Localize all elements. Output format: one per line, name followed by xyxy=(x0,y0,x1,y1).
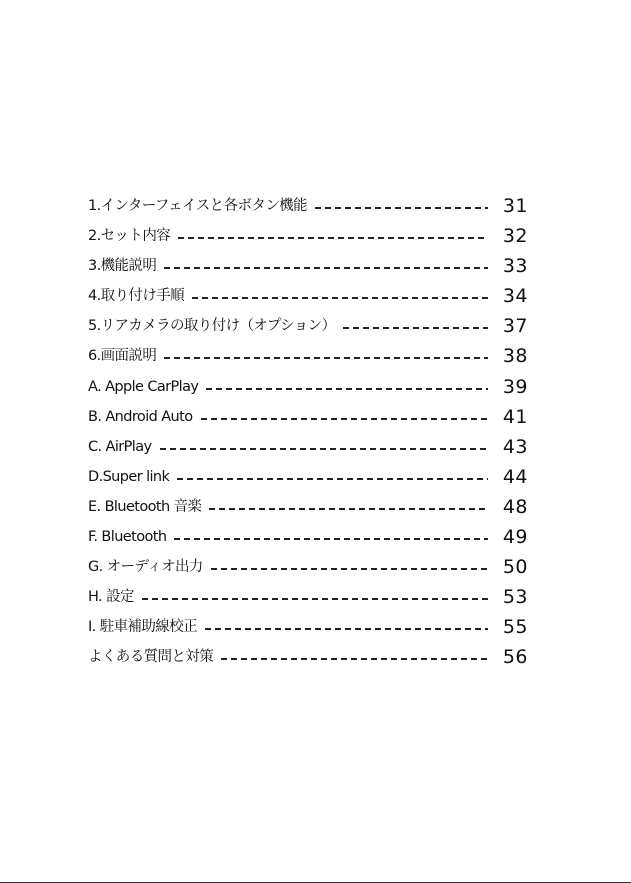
toc-entry-screen-description[interactable] xyxy=(88,339,528,369)
toc-entry-bluetooth-music[interactable] xyxy=(88,490,528,520)
toc-entry-title: I. 駐車補助線校正 xyxy=(88,619,197,636)
toc-entry-title: C. AirPlay xyxy=(88,438,152,455)
toc-entry-parking-guide[interactable] xyxy=(88,610,528,640)
toc-entry-super-link[interactable] xyxy=(88,460,528,490)
toc-entry-title: 5.リアカメラの取り付け（オプション） xyxy=(88,318,336,335)
toc-entry-page: 38 xyxy=(502,345,528,368)
toc-entry-title: H. 設定 xyxy=(88,589,134,606)
toc-entry-installation-steps[interactable] xyxy=(88,279,528,309)
toc-entry-title: 4.取り付け手順 xyxy=(88,288,185,305)
toc-leader-dots xyxy=(221,658,488,660)
toc-entry-page: 37 xyxy=(502,315,528,338)
toc-entry-page: 41 xyxy=(502,405,528,428)
toc-entry-title: D.Super link xyxy=(88,468,170,485)
toc-leader-dots xyxy=(174,538,488,540)
toc-leader-dots xyxy=(201,418,488,420)
toc-entry-title: 1.インターフェイスと各ボタン機能 xyxy=(88,198,307,214)
toc-entry-interface[interactable] xyxy=(88,189,528,219)
toc-entry-function-description[interactable] xyxy=(88,249,528,279)
toc-leader-dots xyxy=(164,267,488,269)
toc-entry-android-auto[interactable] xyxy=(88,400,528,430)
toc-leader-dots xyxy=(315,207,488,209)
toc-entry-title: A. Apple CarPlay xyxy=(88,378,199,395)
toc-leader-dots xyxy=(343,327,488,329)
toc-entry-page: 43 xyxy=(502,435,528,458)
toc-entry-set-contents[interactable] xyxy=(88,219,528,249)
toc-entry-page: 49 xyxy=(502,526,528,549)
toc-entry-page: 31 xyxy=(502,195,528,217)
toc-leader-dots xyxy=(206,388,488,390)
toc-entry-title: よくある質問と対策 xyxy=(88,649,214,666)
toc-leader-dots xyxy=(211,568,488,570)
toc-entry-page: 53 xyxy=(502,586,528,609)
toc-entry-audio-output[interactable] xyxy=(88,550,528,580)
toc-leader-dots xyxy=(192,297,488,299)
toc-entry-settings[interactable] xyxy=(88,580,528,610)
toc-entry-title: G. オーディオ出力 xyxy=(88,559,203,576)
toc-entry-title: 2.セット内容 xyxy=(88,228,171,245)
toc-entry-rear-camera[interactable] xyxy=(88,309,528,339)
toc-entry-page: 55 xyxy=(502,616,528,639)
toc-leader-dots xyxy=(164,357,488,359)
toc-leader-dots xyxy=(205,628,488,630)
toc-entry-title: E. Bluetooth 音楽 xyxy=(88,498,202,515)
toc-entry-page: 50 xyxy=(502,556,528,579)
toc-entry-page: 39 xyxy=(502,375,528,398)
toc-entry-title: B. Android Auto xyxy=(88,408,193,425)
toc-entry-airplay[interactable] xyxy=(88,430,528,460)
toc-leader-dots xyxy=(209,508,488,510)
toc-entry-page: 48 xyxy=(502,495,528,518)
toc-entry-page: 33 xyxy=(502,255,528,278)
toc-entry-faq[interactable] xyxy=(88,640,528,670)
table-of-contents xyxy=(88,189,528,671)
toc-leader-dots xyxy=(177,478,488,480)
toc-leader-dots xyxy=(178,237,488,239)
toc-leader-dots xyxy=(160,448,489,450)
toc-leader-dots xyxy=(142,598,488,600)
toc-entry-page: 34 xyxy=(502,285,528,308)
toc-entry-bluetooth[interactable] xyxy=(88,520,528,550)
toc-entry-apple-carplay[interactable] xyxy=(88,370,528,400)
toc-entry-title: F. Bluetooth xyxy=(88,529,167,546)
toc-entry-page: 44 xyxy=(502,465,528,488)
toc-entry-page: 32 xyxy=(502,225,528,248)
toc-entry-page: 56 xyxy=(502,646,528,669)
toc-entry-title: 6.画面説明 xyxy=(88,348,157,365)
toc-entry-title: 3.機能説明 xyxy=(88,258,157,275)
